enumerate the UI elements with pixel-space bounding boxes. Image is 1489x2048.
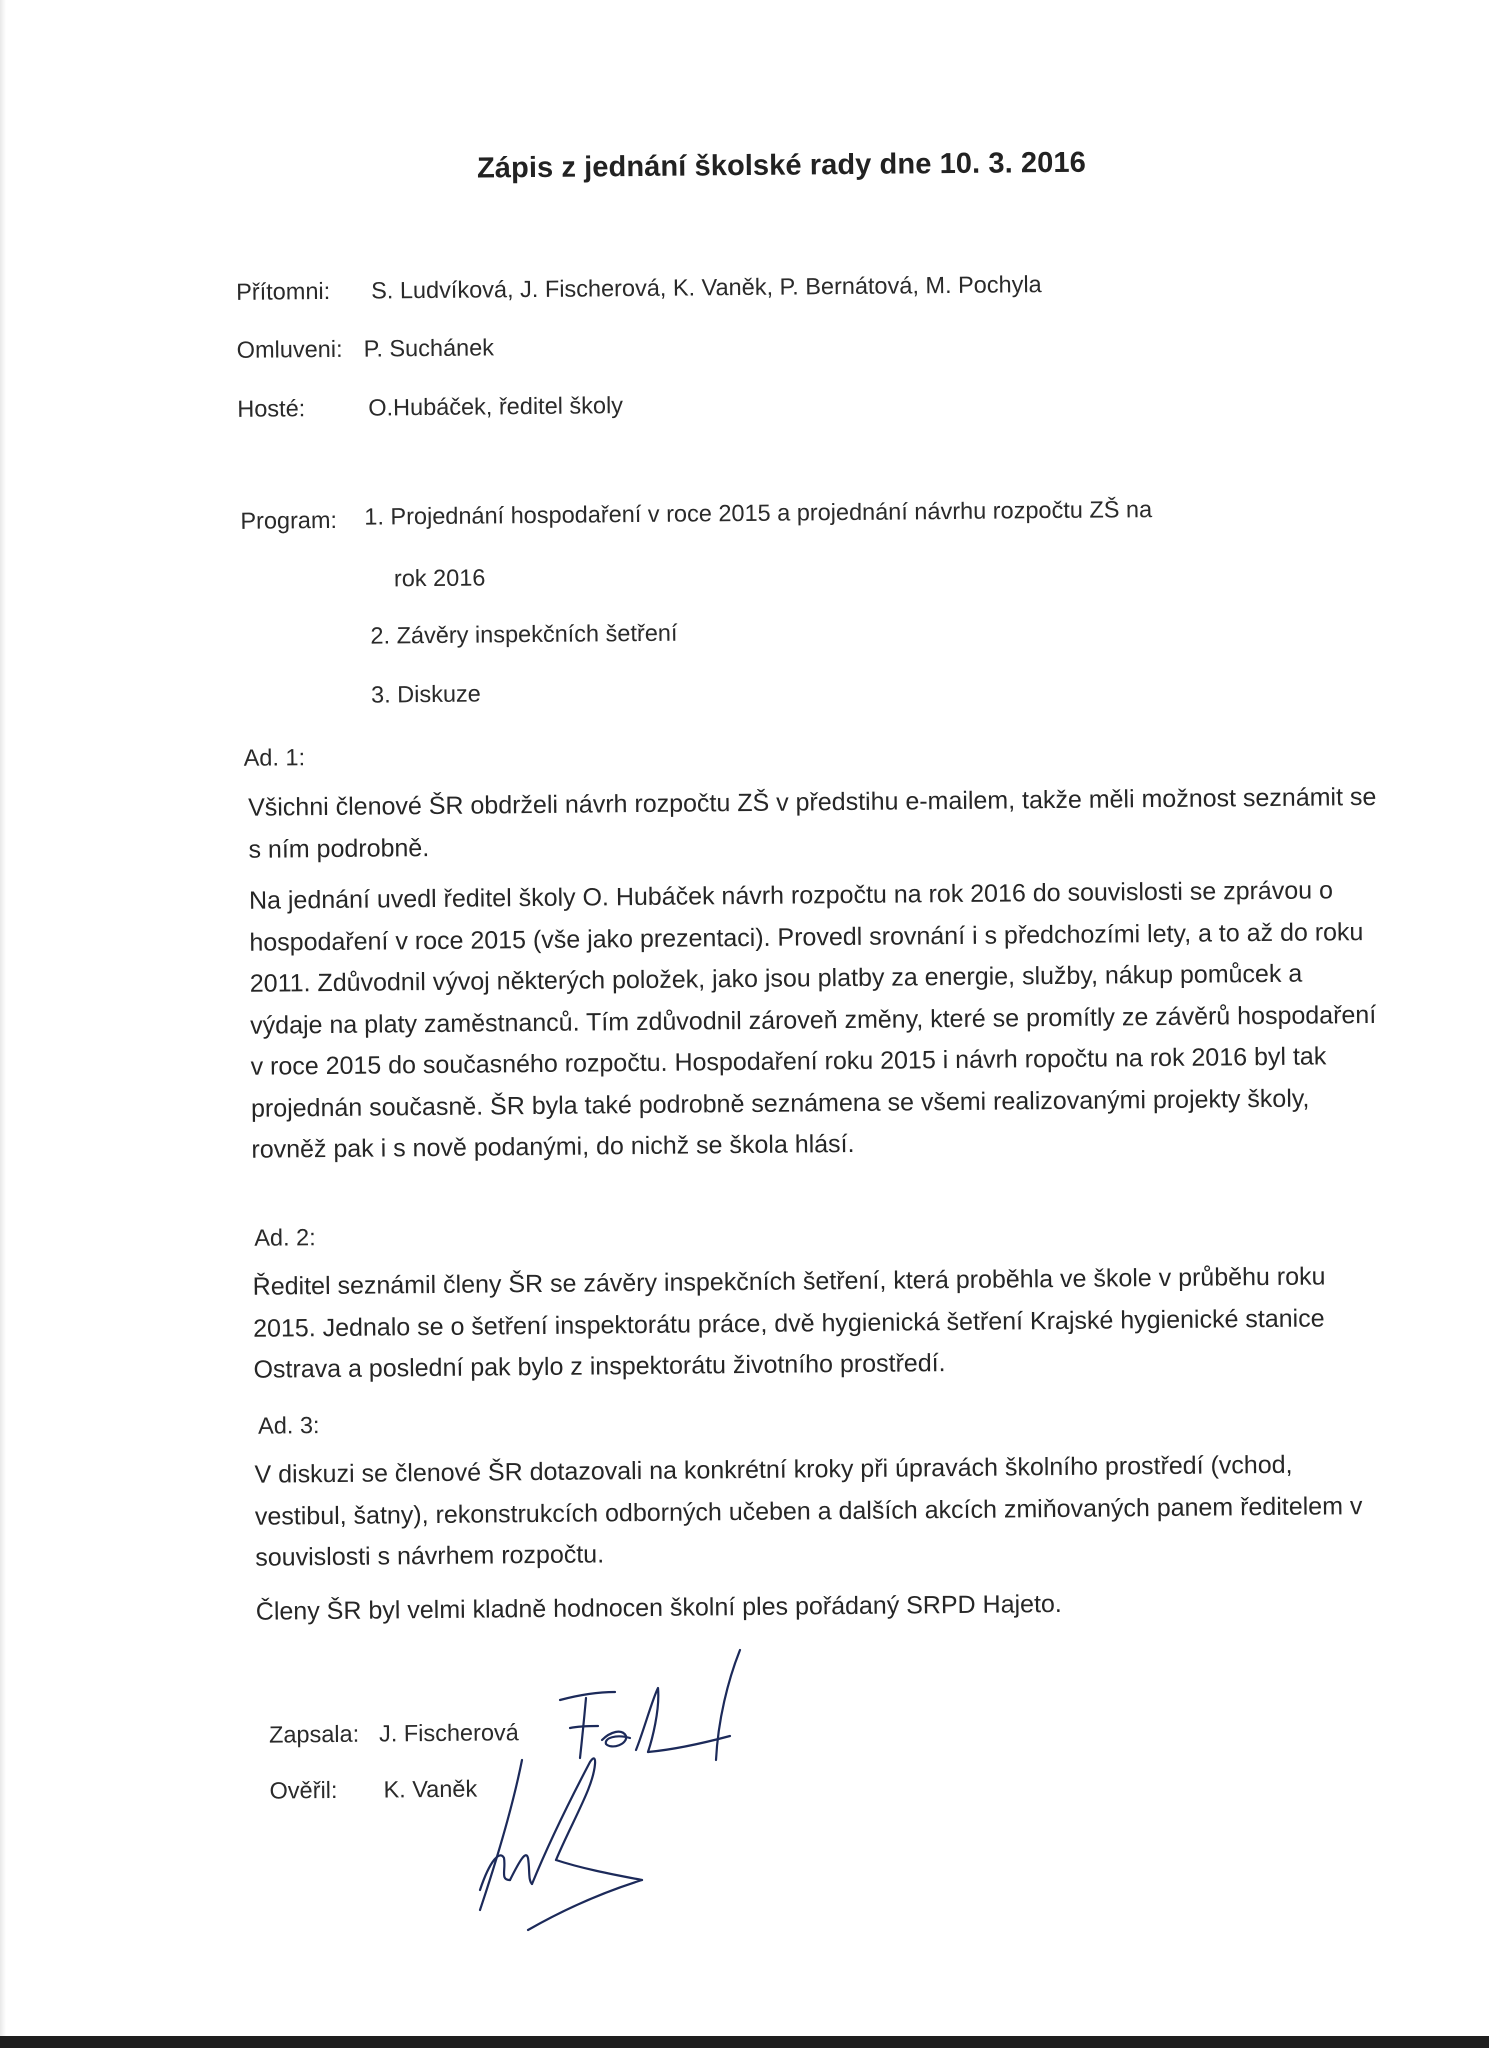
present-label: Přítomni:	[236, 277, 331, 305]
program-item-3: 3. Diskuze	[370, 680, 481, 708]
ad3-heading: Ad. 3:	[257, 1412, 320, 1439]
present-value: S. Ludvíková, J. Fischerová, K. Vaněk, P. Bernátová, M. Pochyla	[371, 271, 1042, 304]
recorded-by-label: Zapsala:	[268, 1720, 360, 1748]
scan-bottom-edge	[0, 2036, 1489, 2048]
ad1-paragraph-1: Všichni členové ŠR obdrželi návrh rozpočtu ZŠ v předstihu e-mailem, takže měli možnost seznámit se s ním podrobně.	[247, 782, 1377, 864]
signature-vanek	[470, 1740, 670, 1940]
guests-value: O.Hubáček, ředitel školy	[368, 392, 624, 421]
ad2-heading: Ad. 2:	[254, 1224, 316, 1251]
program-label: Program:	[240, 506, 338, 534]
ad3-paragraph-1: V diskuzi se členové ŠR dotazovali na konkrétní kroky při úpravách školního prostředí (vchod, vestibul, šatny), rekonstrukcích odborných učeben a dalších akcích zmiňovaných panem ředitelem v souvislosti s návrhem rozpočtu.	[254, 1450, 1363, 1572]
guests-label: Hosté:	[237, 395, 306, 422]
recorded-by-value: J. Fischerová	[378, 1719, 519, 1747]
document-title: Zápis z jednání školské rady dne 10. 3. 2016	[476, 146, 1086, 185]
program-item-1: 1. Projednání hospodaření v roce 2015 a projednání návrhu rozpočtu ZŠ na	[364, 496, 1153, 530]
ad1-paragraph-2: Na jednání uvedl ředitel školy O. Hubáček návrh rozpočtu na rok 2016 do souvislosti se zprávou o hospodaření v roce 2015 (vše jako prezentaci). Provedl srovnání i s předchozími lety, a to až do roku 2011. Zdůvodnil vývoj některých položek, jako jsou platby za energie, služby, nákup pomůcek a výdaje na platy zaměstnanců. Tím zdůvodnil zároveň změny, které se promítly ze závěrů hospodaření v roce 2015 do současného rozpočtu. Hospodaření roku 2015 i návrh ropočtu na rok 2016 byl tak projednán současně. ŠR byla také podrobně seznámena se všemi realizovanými projekty školy, rovněž pak i s nově podanými, do nichž se škola hlásí.	[248, 876, 1377, 1164]
verified-by-label: Ověřil:	[269, 1776, 338, 1804]
excused-label: Omluveni:	[236, 335, 343, 363]
ad2-paragraph-1: Ředitel seznámil členy ŠR se závěry inspekčních šetření, která proběhla ve škole v průběhu roku 2015. Jednalo se o šetření inspektorátu práce, dvě hygienická šetření Krajské hygienické stanice Ostrava a poslední pak bylo z inspektorátu životního prostředí.	[252, 1262, 1326, 1384]
verified-by-value: K. Vaněk	[383, 1775, 478, 1803]
program-item-2: 2. Závěry inspekčních šetření	[370, 619, 678, 649]
ad3-paragraph-2: Členy ŠR byl velmi kladně hodnocen školní ples pořádaný SRPD Hajeto.	[255, 1589, 1062, 1626]
ad1-heading: Ad. 1:	[243, 744, 306, 771]
program-item-1-continued: rok 2016	[393, 564, 486, 592]
excused-value: P. Suchánek	[363, 334, 495, 362]
